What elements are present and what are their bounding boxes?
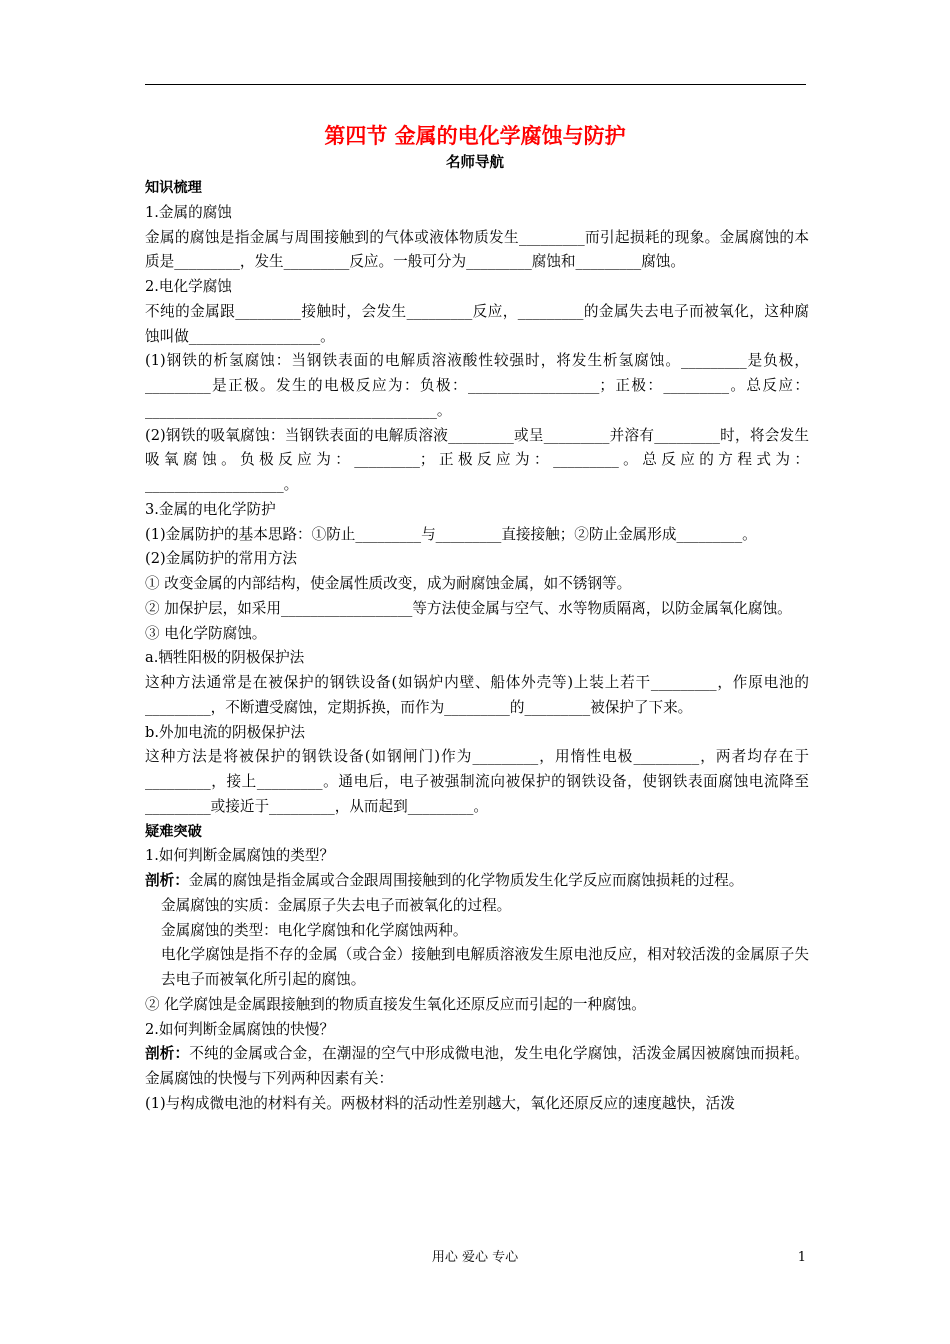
section-heading (145, 820, 809, 845)
paragraph-text: 不纯的金属跟_________接触时，会发生_________反应，_________的金属失去电子而被氧化，这种腐蚀叫做__________________。 (145, 302, 809, 345)
paragraph-text: 金属腐蚀的实质：金属原子失去电子而被氧化的过程。 (161, 896, 512, 914)
paragraph-text: ③ 电化学防腐蚀。 (145, 624, 267, 642)
paragraph-text: 3.金属的电化学防护 (145, 500, 276, 518)
paragraph (145, 424, 809, 498)
paragraph (145, 201, 809, 226)
analysis-label: 剖析： (145, 872, 189, 889)
paragraph-text: (2)金属防护的常用方法 (145, 550, 298, 568)
footer-motto: 用心 爱心 专心 (431, 1250, 519, 1265)
paragraph (145, 894, 809, 919)
paragraph-text: 2.如何判断金属腐蚀的快慢？ (145, 1020, 335, 1038)
paragraph (145, 919, 809, 944)
paragraph-text: 不纯的金属或合金，在潮湿的空气中形成微电池，发生电化学腐蚀，活泼金属因被腐蚀而损耗。金属腐蚀的快慢与下列两种因素有关： (145, 1045, 809, 1087)
paragraph-text: ② 化学腐蚀是金属跟接触到的物质直接发生氧化还原反应而引起的一种腐蚀。 (145, 995, 646, 1013)
paragraph (145, 646, 809, 671)
paragraph-text: (2)钢铁的吸氧腐蚀：当钢铁表面的电解质溶液_________或呈_________并溶有_________时，将会发生吸氧腐蚀。负极反应为：_________；正极反应为：_________。总反应的方程式为：___________________。 (145, 426, 809, 493)
paragraph-text: 1.金属的腐蚀 (145, 203, 232, 221)
header-rule (145, 84, 806, 85)
document-body (145, 176, 809, 1117)
paragraph-text: 金属腐蚀的类型：电化学腐蚀和化学腐蚀两种。 (161, 921, 468, 939)
paragraph-text: 这种方法通常是在被保护的钢铁设备(如锅炉内壁、船体外壳等)上装上若干_________，作原电池的_________，不断遭受腐蚀，定期拆换，而作为_________的_________被保护了下来。 (145, 674, 809, 716)
paragraph (145, 745, 809, 819)
paragraph-text: 这种方法是将被保护的钢铁设备(如钢闸门)作为_________，用惰性电极_________，两者均存在于_________，接上_________。通电后，电子被强制流向被保护的钢铁设备，使钢铁表面腐蚀电流降至_________或接近于_________，从而起到_________。 (145, 748, 809, 815)
paragraph (145, 226, 809, 276)
paragraph (145, 844, 809, 869)
paragraph-text: 疑难突破 (145, 823, 202, 840)
paragraph (145, 993, 809, 1018)
page-number: 1 (797, 1250, 806, 1265)
page-title: 第四节 金属的电化学腐蚀与防护 (324, 124, 626, 148)
page-subtitle: 名师导航 (446, 155, 504, 171)
paragraph-text: ① 改变金属的内部结构，使金属性质改变，成为耐腐蚀金属，如不锈钢等。 (145, 575, 632, 592)
paragraph (145, 523, 809, 548)
paragraph (145, 1092, 809, 1117)
paragraph-text: 1.如何判断金属腐蚀的类型？ (145, 847, 335, 865)
paragraph-text: 电化学腐蚀是指不存的金属（或合金）接触到电解质溶液发生原电池反应，相对较活泼的金属原子失去电子而被氧化所引起的腐蚀。 (161, 946, 809, 988)
paragraph (145, 1042, 809, 1092)
paragraph (145, 300, 809, 350)
paragraph-text: (1)金属防护的基本思路：①防止_________与_________直接接触；②防止金属形成_________。 (145, 525, 757, 543)
paragraph (145, 547, 809, 572)
paragraph (145, 671, 809, 721)
paragraph-text: (1)钢铁的析氢腐蚀：当钢铁表面的电解质溶液酸性较强时，将发生析氢腐蚀。_________是负极，_________是正极。发生的电极反应为：负极：__________________；正极：_________。总反应：________________________________________。 (145, 352, 809, 419)
paragraph-text: 金属的腐蚀是指金属与周围接触到的气体或液体物质发生_________而引起损耗的现象。金属腐蚀的本质是_________，发生_________反应。一般可分为_________腐蚀和_________腐蚀。 (145, 228, 809, 271)
paragraph (145, 622, 809, 647)
paragraph (145, 943, 809, 993)
analysis-label: 剖析： (145, 1045, 190, 1063)
paragraph-text: 金属的腐蚀是指金属或合金跟周围接触到的化学物质发生化学反应而腐蚀损耗的过程。 (188, 872, 744, 889)
paragraph (145, 349, 809, 423)
paragraph-text: (1)与构成微电池的材料有关。两极材料的活动性差别越大，氧化还原反应的速度越快，活泼 (145, 1094, 735, 1112)
paragraph (145, 572, 809, 597)
section-heading (145, 176, 809, 201)
paragraph (145, 869, 809, 894)
paragraph (145, 498, 809, 523)
paragraph (145, 597, 809, 622)
paragraph-text: b.外加电流的阴极保护法 (145, 723, 305, 741)
paragraph-text: 2.电化学腐蚀 (145, 278, 232, 295)
paragraph-text: 知识梳理 (145, 180, 202, 196)
paragraph (145, 275, 809, 300)
paragraph (145, 1018, 809, 1043)
paragraph (145, 721, 809, 746)
paragraph-text: a.牺牲阳极的阴极保护法 (145, 649, 305, 667)
paragraph-text: ② 加保护层，如采用__________________等方法使金属与空气、水等物质隔离，以防金属氧化腐蚀。 (145, 599, 792, 617)
